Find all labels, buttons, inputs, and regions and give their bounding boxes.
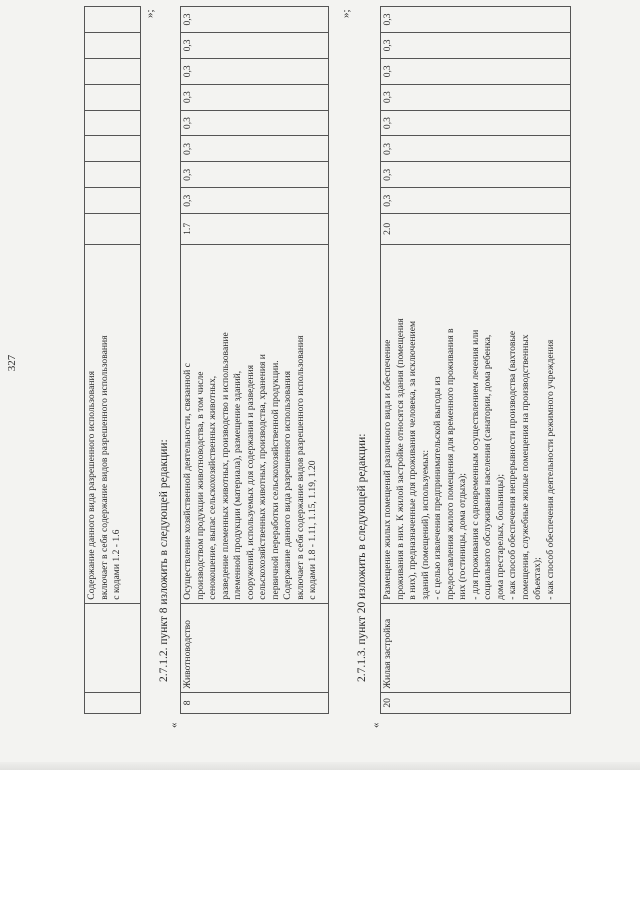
row-name: Жилая застройка: [381, 603, 571, 692]
table-row: [181, 7, 329, 714]
row-description: Осуществление хозяйственной деятельности, связанной с производством продукции животноводства, в том числе сенокошение, выпас сельскохозяйственных животных, разведение племенных животных, производство и использование племенной продукции (материала), размещение зданий, сооружений, используемых для содержания и разведения сельскохозяйственных животных, производства, хранения и первичной переработки сельскохозяйственной продукции. Содержание данного вида разрешенного использования включает в себя содержание видов разрешенного использования с кодами 1.8 - 1.11, 1.15, 1.19, 1.20: [181, 244, 329, 603]
row-value: 0,3: [181, 110, 329, 136]
row-value: 0,3: [181, 188, 329, 214]
row-code: 1.7: [181, 214, 329, 244]
row-value: 0,3: [381, 188, 571, 214]
row-value: 0,3: [381, 58, 571, 84]
row-value: 0,3: [381, 84, 571, 110]
row-number: 8: [181, 692, 329, 713]
row-value: 0,3: [381, 162, 571, 188]
page-number: 327: [6, 354, 18, 372]
row-value: 0,3: [181, 136, 329, 162]
table-row: [381, 7, 571, 714]
section-heading: 2.7.1.3. пункт 20 изложить в следующей редакции:: [356, 433, 368, 682]
scan-bottom-edge: [0, 762, 640, 770]
row-value: 0,3: [181, 58, 329, 84]
close-quote: »;: [340, 9, 352, 18]
table-continuation: [84, 6, 141, 714]
row-value: 0,3: [381, 7, 571, 33]
row-value: 0,3: [181, 7, 329, 33]
row-value: 0,3: [381, 32, 571, 58]
row-value: 0,3: [181, 84, 329, 110]
row-value: 0,3: [181, 162, 329, 188]
open-quote: «: [168, 722, 180, 728]
row-value: 0,3: [381, 136, 571, 162]
row-number: 20: [381, 692, 571, 713]
close-quote: »;: [144, 9, 156, 18]
row-name: Животноводство: [181, 603, 329, 692]
row-value: 0,3: [181, 32, 329, 58]
table-section-8: [180, 6, 329, 714]
row-code: 2.0: [381, 214, 571, 244]
table-row: [85, 7, 141, 714]
table-section-20: [380, 6, 571, 714]
section-heading: 2.7.1.2. пункт 8 изложить в следующей редакции:: [158, 439, 170, 682]
row-description: Размещение жилых помещений различного вида и обеспечение проживания в них. К жилой застройке относятся здания (помещения в них), предназначенные для проживания человека, за исключением зданий (помещений), используемых: - с целью извлечения предпринимательской выгоды из предоставления жилого помещения для временного проживания в них (гостиницы, дома отдыха); - для проживания с одновременным осуществлением лечения или социального обслуживания населения (санатории, дома ребенка, дома престарелых, больницы); - как способ обеспечения непрерывности производства (вахтовые помещения, служебные жилые помещения на производственных объектах); - как способ обеспечения деятельности режимного учреждения: [381, 244, 571, 603]
row-value: 0,3: [381, 110, 571, 136]
row-description: Содержание данного вида разрешенного использования включает в себя содержание видов разрешенного использования с кодами 1.2 - 1.6: [85, 244, 141, 603]
open-quote: «: [370, 722, 382, 728]
